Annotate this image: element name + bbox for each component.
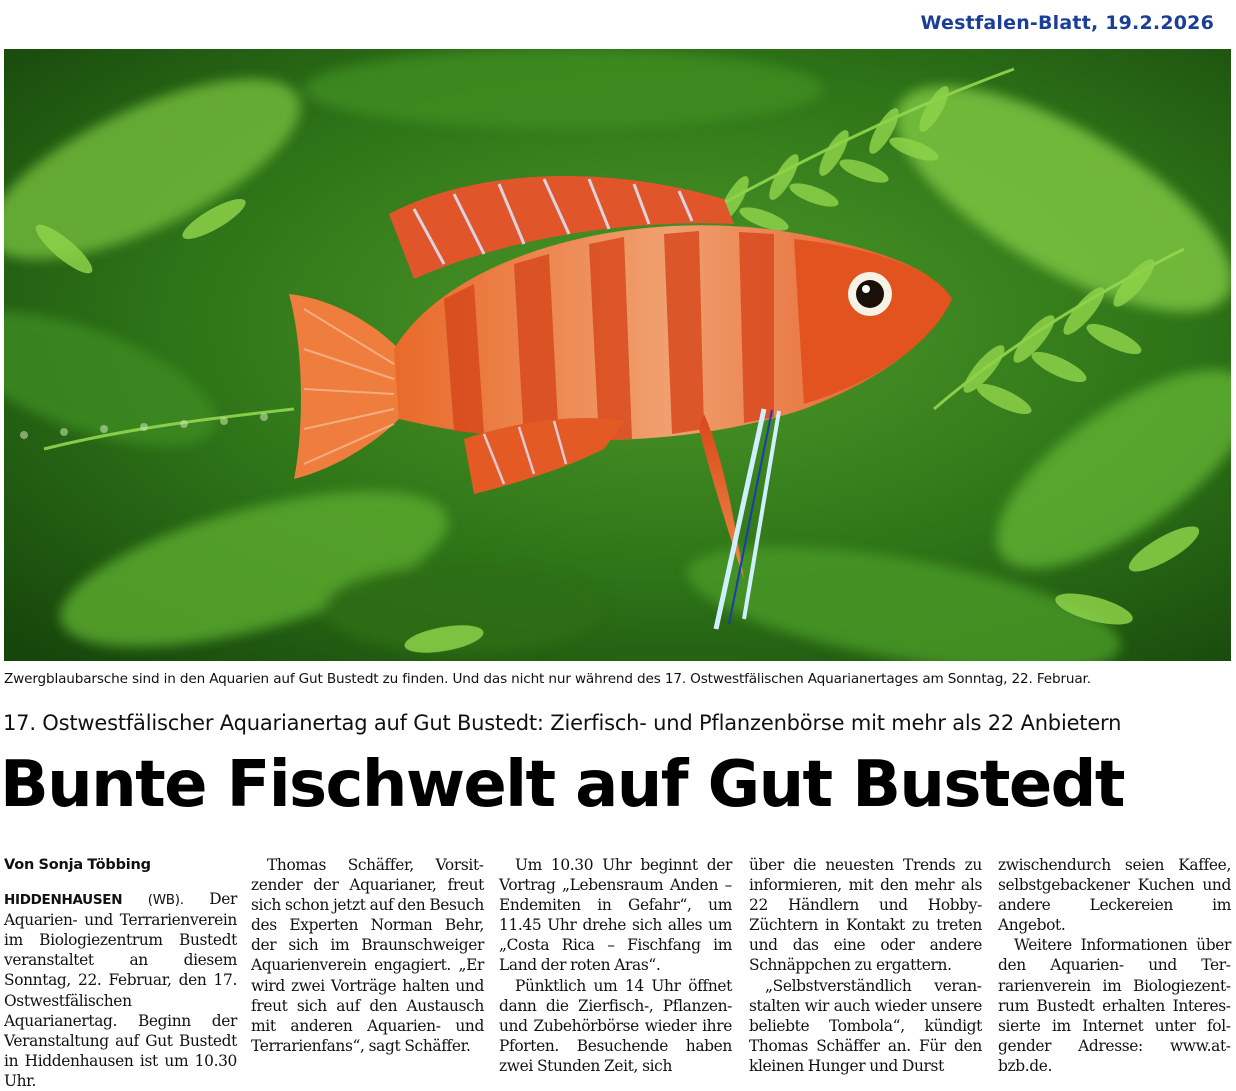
text-column-4 bbox=[749, 855, 982, 1076]
text-column-5 bbox=[998, 855, 1231, 1076]
paragraph: Pünktlich um 14 Uhr öffnet dann die Zierfisch-, Pflanzen- und Zubehörbörse wieder ihre Pforten. Besuchende haben zwei Stunden Zeit, sich bbox=[499, 976, 732, 1075]
paragraph: über die neuesten Trends zu informieren, mit den mehr als 22 Händlern und Hobby-Züchtern in Kontakt zu treten und das eine oder andere Schnäppchen zu ergattern. bbox=[749, 856, 982, 975]
fish-illustration bbox=[4, 49, 1231, 661]
text-column-2 bbox=[251, 855, 484, 1056]
photo-caption: Zwergblaubarsche sind in den Aquarien auf Gut Bustedt zu finden. Und das nicht nur während des 17. Ostwestfälischen Aquarianertages am Sonntag, 22. Februar. bbox=[4, 671, 1091, 687]
article-kicker: 17. Ostwestfälischer Aquarianertag auf Gut Bustedt: Zierfisch- und Pflanzenbörse mit mehr als 22 Anbietern bbox=[3, 711, 1122, 735]
newspaper-masthead: Westfalen-Blatt, 19.2.2026 bbox=[920, 12, 1214, 34]
paragraph: Um 10.30 Uhr beginnt der Vortrag „Lebensraum Anden – Endemiten in Gefahr“, um 11.45 Uhr drehe sich alles um „Costa Rica – Fischfang im Land der roten Aras“. bbox=[499, 856, 732, 975]
article-lead bbox=[4, 889, 237, 1091]
article-headline: Bunte Fischwelt auf Gut Bustedt bbox=[0, 748, 1124, 822]
fish-photo bbox=[4, 49, 1231, 661]
text-column-3 bbox=[499, 855, 732, 1076]
paragraph: Thomas Schäffer, Vorsitzender der Aquarianer, freut sich schon jetzt auf den Besuch des Experten Norman Behr, der sich im Braunschweiger Aquarienverein engagiert. „Er wird zwei Vorträge halten und freut sich auf den Austausch mit anderen Aquarien- und Terrarienfans“, sagt Schäffer. bbox=[251, 856, 484, 1055]
paragraph: Der Aquarien- und Terrarienverein im Biologiezentrum Bustedt veranstaltet an diesem Sonntag, 22. Februar, den 17. Ostwestfälischen Aquarianertag. Beginn der Veranstaltung auf Gut Bustedt in Hiddenhausen ist um 10.30 Uhr. bbox=[4, 890, 237, 1090]
dateline: HIDDENHAUSEN bbox=[4, 892, 123, 909]
paragraph: „Selbstverständlich veranstalten wir auch wieder unsere beliebte Tombola“, kündigt Thomas Schäffer an. Für den kleinen Hunger und Durst bbox=[749, 976, 982, 1075]
paragraph: zwischendurch seien Kaffee, selbstgebackener Kuchen und andere Leckereien im Angebot. bbox=[998, 856, 1231, 935]
agency-tag: (WB). bbox=[147, 892, 184, 909]
text-column-1 bbox=[4, 855, 237, 1091]
byline: Von Sonja Többing bbox=[4, 857, 151, 873]
paragraph: Weitere Informationen über den Aquarien- und Terrarienverein im Biologiezentrum Bustedt erhalten Interessierte im Internet unter folgender Adresse: www.atbzb.de. bbox=[998, 936, 1231, 1075]
